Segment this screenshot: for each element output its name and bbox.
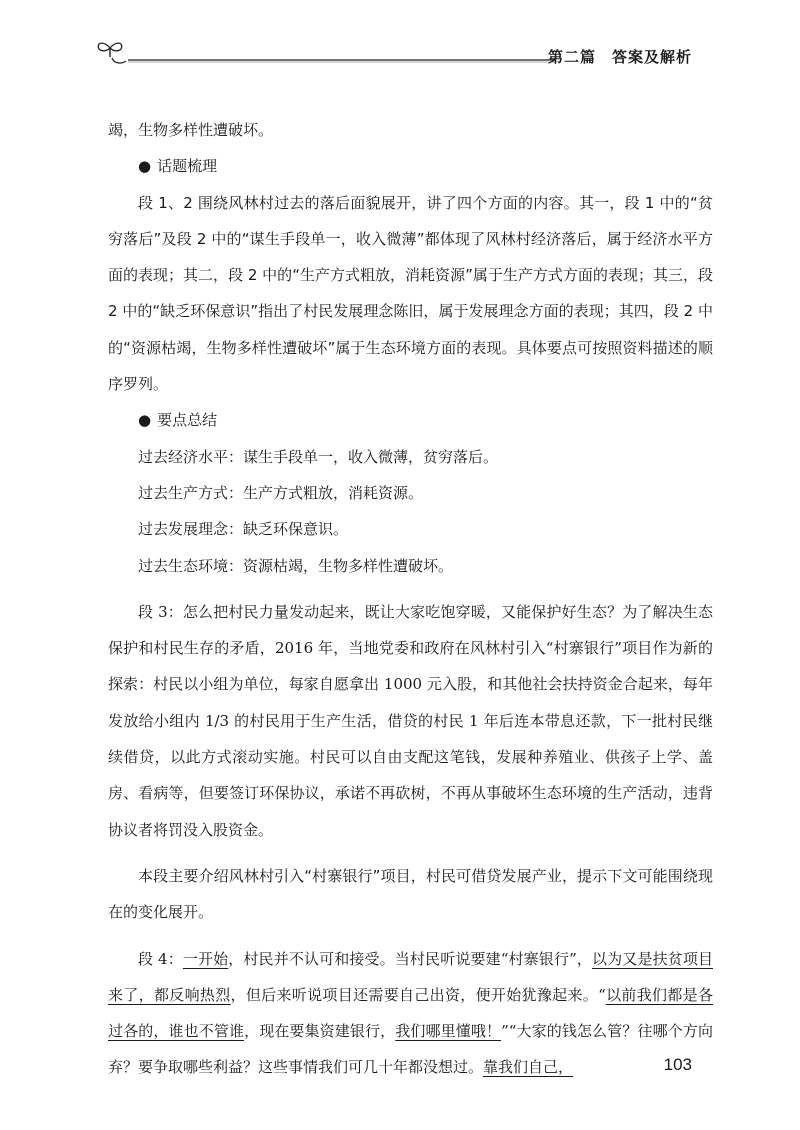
- underlined-segment: 靠我们自己，: [483, 1058, 574, 1077]
- heading-text: 要点总结: [157, 411, 218, 430]
- page-header: [0, 0, 800, 80]
- summary-item: 过去生态环境：资源枯竭，生物多样性遭破坏。: [138, 556, 454, 575]
- segment: ，但后来听说项目还需要自己出资，便开始犹豫起来。“: [230, 985, 606, 1004]
- underlined-segment: 我们哪里懂哦！: [395, 1022, 502, 1041]
- segment: ，村民并不认可和接受。当村民听说要建“村寨银行”，: [228, 949, 593, 968]
- segment: ”“大家的钱怎么管？往哪个方向弃？要争取哪些利益？这些事情我们可几十年都没想过。: [108, 1022, 713, 1077]
- summary-item: 过去发展理念：缺乏环保意识。: [138, 520, 349, 539]
- heading-topic-review: [108, 148, 713, 184]
- underlined-segment: 一开始: [182, 949, 229, 968]
- continued-line: 竭，生物多样性遭破坏。: [108, 121, 274, 139]
- section-title: 第二篇 答案及解析: [547, 48, 692, 66]
- underlined-segment: 以为又是扶贫项目来了，都反响热烈: [108, 949, 713, 1004]
- page-body: [108, 112, 713, 1086]
- segment: ，现在要集资建银行，: [244, 1022, 396, 1041]
- paragraph-3-analysis: 本段主要介绍风林村引入“村寨银行”项目，村民可借贷发展产业，提示下文可能围绕现在的变化展开。: [108, 866, 713, 922]
- bullet-icon: ●: [138, 157, 152, 176]
- material-paragraph-4: [108, 941, 713, 1086]
- header-rule: [0, 0, 800, 80]
- summary-item: 过去经济水平：谋生手段单一，收入微薄，贫穷落后。: [138, 447, 499, 466]
- sprout-icon: [98, 43, 126, 63]
- heading-text: 话题梳理: [157, 157, 218, 176]
- heading-summary: [108, 402, 713, 438]
- underlined-segment: 以前我们都是各过各的，谁也不管谁: [108, 985, 713, 1041]
- material-paragraph-3: 段 3：怎么把村民力量发动起来，既让大家吃饱穿暖，又能保护好生态？为了解决生态保护和村民生存的矛盾，2016 年，当地党委和政府在风林村引入“村寨银行”项目作为新的探索：村民以小组为单位，每家自愿拿出 1000 元入股，和其他社会扶持资金合起来，每年发放给小组内 1/3 的村民用于生产生活，借贷的村民 1 年后连本带息还款，下一批村民继续借贷，以此方式滚动实施。村民可以自由支配这笔钱，发展种养殖业、供孩子上学、盖房、看病等，但要签订环保协议，承诺不再砍树，不再从事破坏生态环境的生产活动，违背协议者将罚没入股资金。: [108, 602, 713, 839]
- analysis-paragraph: 段 1、2 围绕风林村过去的落后面貌展开，讲了四个方面的内容。其一，段 1 中的“贫穷落后”及段 2 中的“谋生手段单一，收入微薄”都体现了风林村经济落后，属于经济水平方面的表现；其二，段 2 中的“生产方式粗放，消耗资源”属于生产方式方面的表现；其三，段 2 中的“缺乏环保意识”指出了村民发展理念陈旧，属于发展理念方面的表现；其四，段 2 中的“资源枯竭，生物多样性遭破坏”属于生态环境方面的表现。具体要点可按照资料描述的顺序罗列。: [108, 193, 713, 394]
- bullet-icon: ●: [138, 411, 152, 430]
- page-number: 103: [663, 1055, 692, 1074]
- summary-item: 过去生产方式：生产方式粗放，消耗资源。: [138, 483, 424, 502]
- segment: 段 4：: [138, 949, 183, 968]
